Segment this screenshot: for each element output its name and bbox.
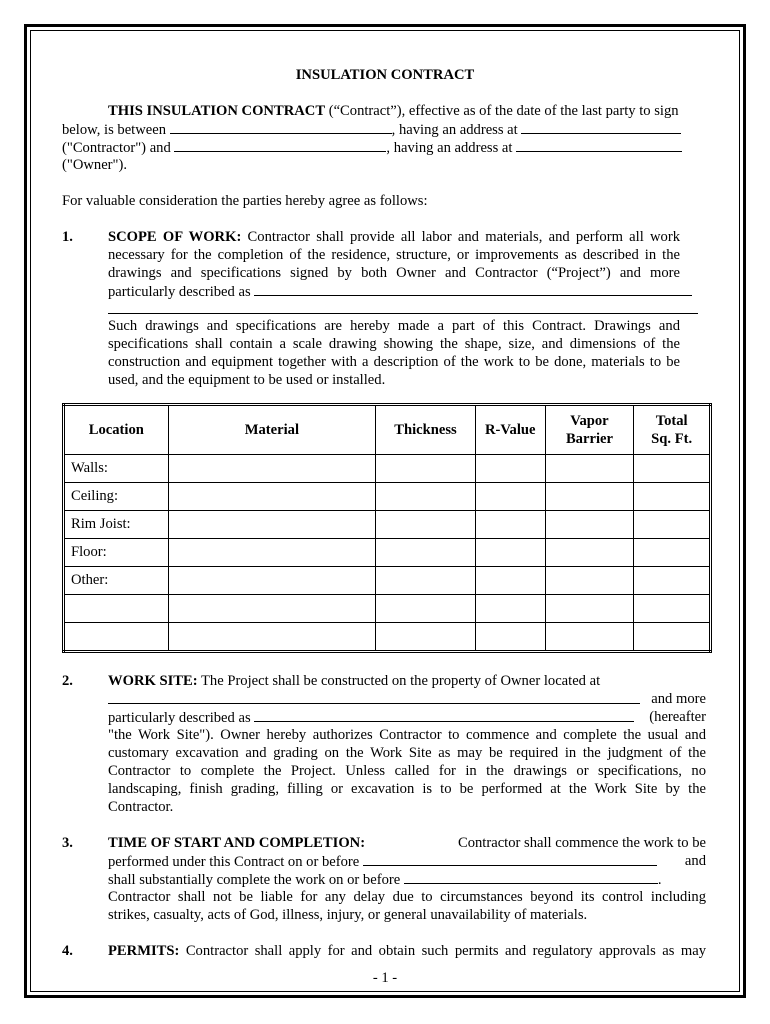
cell-total[interactable] bbox=[634, 623, 711, 652]
row-location: Floor: bbox=[64, 539, 169, 567]
header-total-sq-ft bbox=[634, 405, 711, 455]
cell-vapor-barrier[interactable] bbox=[545, 595, 634, 623]
consideration-text: For valuable consideration the parties hereby agree as follows: bbox=[62, 193, 428, 209]
cell-total[interactable] bbox=[634, 539, 711, 567]
cell-r-value[interactable] bbox=[475, 539, 545, 567]
intro-line-1 bbox=[108, 102, 679, 120]
contractor-name-field[interactable] bbox=[170, 120, 392, 134]
intro-text: , having an address at bbox=[386, 140, 517, 156]
cell-material[interactable] bbox=[168, 455, 376, 483]
intro-text: , having an address at bbox=[391, 122, 522, 138]
section-1-text: Contractor shall provide all labor and materials, and perform all work bbox=[241, 229, 680, 245]
cell-thickness[interactable] bbox=[376, 567, 476, 595]
header-vapor-text: Vapor bbox=[570, 413, 609, 429]
cell-material[interactable] bbox=[168, 539, 376, 567]
work-site-address-field[interactable] bbox=[108, 690, 640, 704]
section-3-line-3 bbox=[108, 870, 662, 889]
contractor-address-field[interactable] bbox=[521, 120, 681, 134]
header-total-text: Sq. Ft. bbox=[651, 431, 693, 447]
section-3-line-1 bbox=[108, 834, 706, 852]
intro-text: ("Contractor") and bbox=[62, 140, 175, 156]
insulation-table bbox=[62, 403, 712, 653]
header-total-text: Total bbox=[655, 413, 688, 429]
section-4-line-1 bbox=[108, 942, 706, 960]
section-2-line-5: customary excavation and grading on the Work Site as may be required in the judgment of the bbox=[108, 745, 706, 761]
work-site-description-field[interactable] bbox=[254, 708, 634, 722]
section-1-p2-line-2: specifications shall contain a scale drawing showing the shape, size, and dimensions of the bbox=[108, 336, 680, 352]
intro-lead-rest: (“Contract”), effective as of the date of the last party to sign bbox=[325, 103, 679, 119]
section-1-text: particularly described as bbox=[108, 284, 255, 300]
cell-total[interactable] bbox=[634, 483, 711, 511]
cell-thickness[interactable] bbox=[376, 539, 476, 567]
row-location[interactable] bbox=[64, 595, 169, 623]
section-1-heading: SCOPE OF WORK: bbox=[108, 229, 242, 245]
section-1-p2-line-4: used, and the equipment to be used or installed. bbox=[108, 372, 386, 388]
section-3-text: shall substantially complete the work on or before bbox=[108, 872, 404, 888]
section-2-text: The Project shall be constructed on the property of Owner located at bbox=[197, 673, 601, 689]
section-2-line-2 bbox=[108, 690, 706, 709]
section-2-text: and more bbox=[651, 691, 706, 707]
table-row bbox=[64, 483, 711, 511]
section-3-line-4: Contractor shall not be liable for any delay due to circumstances beyond its control including bbox=[108, 889, 706, 905]
section-4-text: Contractor shall apply for and obtain such permits and regulatory approvals as may bbox=[179, 943, 706, 959]
section-1-line-2: necessary for the completion of the residence, structure, or improvements as described in the bbox=[108, 247, 680, 263]
section-3-text: and bbox=[684, 853, 706, 869]
cell-vapor-barrier[interactable] bbox=[545, 623, 634, 652]
header-material: Material bbox=[168, 405, 376, 455]
cell-total[interactable] bbox=[634, 455, 711, 483]
section-3-line-2 bbox=[108, 852, 706, 871]
header-vapor-text: Barrier bbox=[565, 431, 613, 447]
table-row bbox=[64, 595, 711, 623]
section-1-line-3: drawings and specifications signed by both Owner and Contractor (“Project”) and more bbox=[108, 265, 680, 281]
intro-line-4: ("Owner"). bbox=[62, 157, 127, 173]
cell-r-value[interactable] bbox=[475, 623, 545, 652]
row-location[interactable] bbox=[64, 623, 169, 652]
owner-name-field[interactable] bbox=[174, 138, 386, 152]
intro-lead: THIS INSULATION CONTRACT bbox=[108, 103, 326, 119]
cell-vapor-barrier[interactable] bbox=[545, 567, 634, 595]
cell-thickness[interactable] bbox=[376, 511, 476, 539]
section-3-text: Contractor shall commence the work to be bbox=[457, 835, 706, 851]
intro-text: below, is between bbox=[62, 122, 170, 138]
header-location: Location bbox=[64, 405, 169, 455]
header-thickness: Thickness bbox=[376, 405, 476, 455]
row-location: Walls: bbox=[64, 455, 169, 483]
section-3-line-5: strikes, casualty, acts of God, illness, injury, or general unavailability of materials. bbox=[108, 907, 588, 923]
cell-vapor-barrier[interactable] bbox=[545, 539, 634, 567]
header-r-value: R-Value bbox=[475, 405, 545, 455]
section-1-number: 1. bbox=[62, 229, 73, 245]
table-header-row bbox=[64, 405, 711, 455]
section-2-line-8: Contractor. bbox=[108, 799, 174, 815]
section-2-line-4: "the Work Site"). Owner hereby authorizes Contractor to commence and complete the usual and bbox=[108, 727, 706, 743]
intro-line-2 bbox=[62, 120, 681, 139]
cell-vapor-barrier[interactable] bbox=[545, 511, 634, 539]
project-description-field[interactable] bbox=[254, 282, 692, 296]
table-row bbox=[64, 511, 711, 539]
section-1-line-1 bbox=[108, 228, 680, 246]
section-4-number: 4. bbox=[62, 943, 73, 959]
owner-address-field[interactable] bbox=[516, 138, 682, 152]
completion-date-field[interactable] bbox=[404, 870, 658, 884]
section-3-text: performed under this Contract on or before bbox=[108, 854, 363, 870]
table-row bbox=[64, 567, 711, 595]
cell-r-value[interactable] bbox=[475, 511, 545, 539]
section-2-line-7: landscaping, finish grading, filling or excavation is to be performed at the Work Site by the bbox=[108, 781, 706, 797]
cell-total[interactable] bbox=[634, 595, 711, 623]
section-2-number: 2. bbox=[62, 673, 73, 689]
project-description-field-2[interactable] bbox=[108, 313, 698, 314]
table-row bbox=[64, 455, 711, 483]
cell-thickness[interactable] bbox=[376, 483, 476, 511]
start-date-field[interactable] bbox=[363, 852, 657, 866]
section-2-heading: WORK SITE: bbox=[108, 673, 198, 689]
section-1-line-4 bbox=[108, 282, 692, 301]
cell-vapor-barrier[interactable] bbox=[545, 455, 634, 483]
cell-vapor-barrier[interactable] bbox=[545, 483, 634, 511]
section-1-p2-line-1: Such drawings and specifications are hereby made a part of this Contract. Drawings and bbox=[108, 318, 680, 334]
document-title: INSULATION CONTRACT bbox=[295, 67, 475, 83]
row-location: Other: bbox=[64, 567, 169, 595]
table-row bbox=[64, 623, 711, 652]
cell-thickness[interactable] bbox=[376, 595, 476, 623]
cell-thickness[interactable] bbox=[376, 455, 476, 483]
cell-r-value[interactable] bbox=[475, 567, 545, 595]
cell-r-value[interactable] bbox=[475, 595, 545, 623]
cell-r-value[interactable] bbox=[475, 455, 545, 483]
section-3-number: 3. bbox=[62, 835, 73, 851]
cell-total[interactable] bbox=[634, 511, 711, 539]
section-2-line-1 bbox=[108, 672, 600, 690]
intro-line-3 bbox=[62, 138, 682, 157]
cell-material[interactable] bbox=[168, 483, 376, 511]
table-row bbox=[64, 539, 711, 567]
section-2-line-6: Contractor to complete the Project. Unless called for in the drawings or specifications, no bbox=[108, 763, 706, 779]
section-4-heading: PERMITS: bbox=[108, 943, 180, 959]
section-2-text: particularly described as bbox=[108, 710, 255, 726]
cell-material[interactable] bbox=[168, 567, 376, 595]
page-number: - 1 - bbox=[372, 970, 398, 986]
cell-material[interactable] bbox=[168, 595, 376, 623]
header-vapor-barrier bbox=[545, 405, 634, 455]
section-2-text: (hereafter bbox=[649, 709, 706, 725]
section-3-text: . bbox=[657, 872, 662, 888]
section-2-line-3 bbox=[108, 708, 706, 727]
section-1-p2-line-3: construction and equipment together with a description of the work to be done, materials to be bbox=[108, 354, 680, 370]
cell-thickness[interactable] bbox=[376, 623, 476, 652]
row-location: Ceiling: bbox=[64, 483, 169, 511]
cell-material[interactable] bbox=[168, 511, 376, 539]
cell-total[interactable] bbox=[634, 567, 711, 595]
cell-material[interactable] bbox=[168, 623, 376, 652]
section-3-heading: TIME OF START AND COMPLETION: bbox=[108, 835, 366, 851]
cell-r-value[interactable] bbox=[475, 483, 545, 511]
row-location: Rim Joist: bbox=[64, 511, 169, 539]
